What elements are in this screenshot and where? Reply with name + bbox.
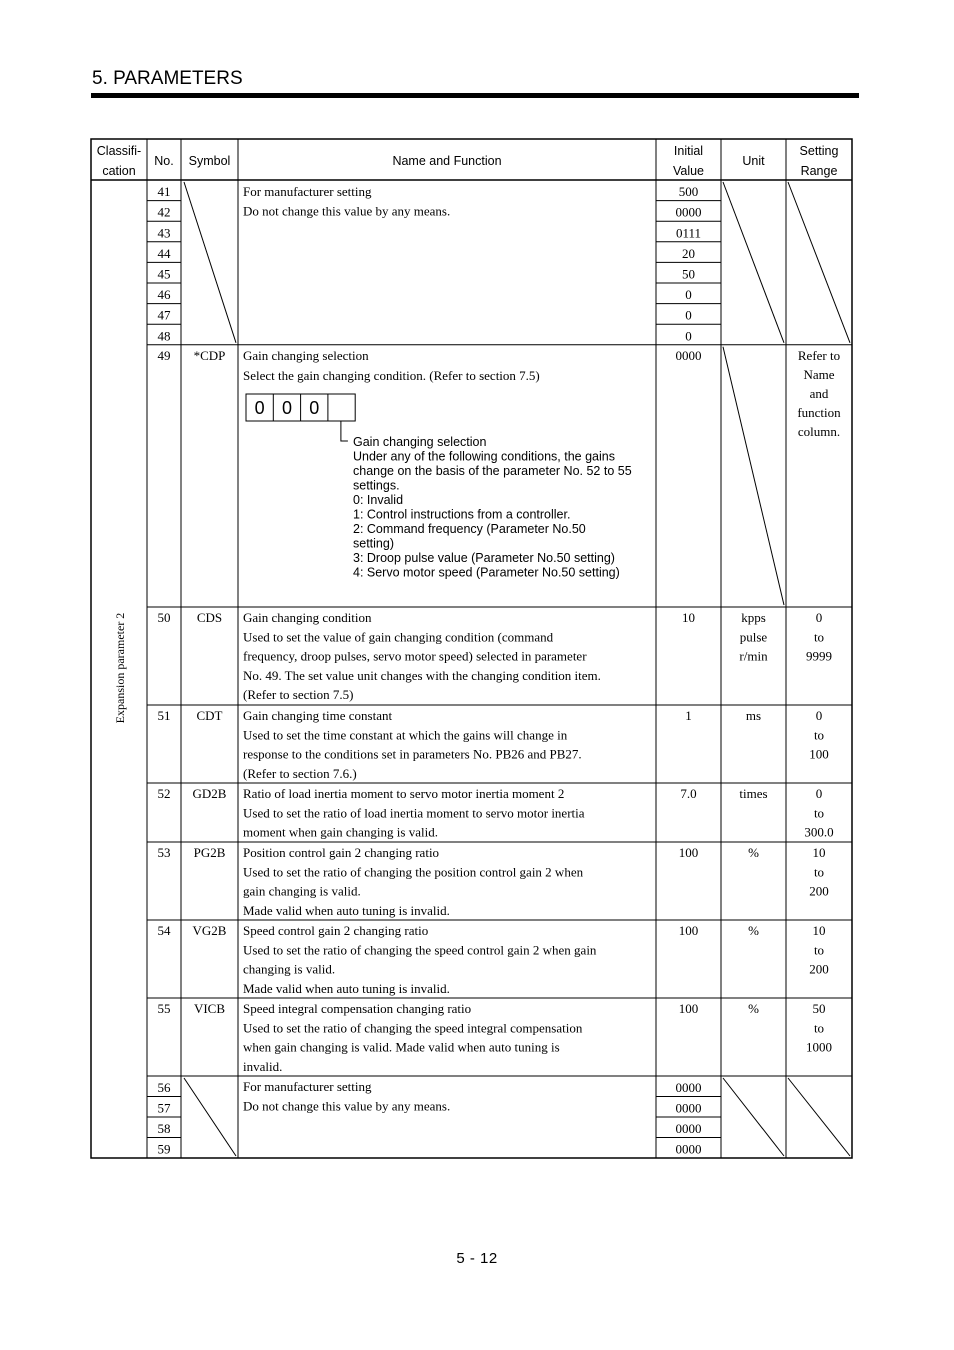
param-no: 44 bbox=[157, 245, 171, 261]
blank-cell-slash bbox=[184, 182, 236, 343]
blank-cell-slash bbox=[788, 182, 850, 343]
initial-value: 0 bbox=[685, 287, 692, 303]
name-function-text: gain changing is valid. bbox=[243, 883, 361, 899]
selection-leader-line bbox=[341, 421, 348, 441]
name-function-text: Used to set the ratio of load inertia moment to servo motor inertia bbox=[243, 805, 585, 821]
header-classification: cation bbox=[102, 164, 136, 178]
param-symbol: VG2B bbox=[192, 923, 227, 938]
blank-cell-slash bbox=[184, 1078, 236, 1156]
param-no: 59 bbox=[157, 1141, 171, 1157]
initial-value: 100 bbox=[678, 1001, 699, 1016]
unit-text: pulse bbox=[739, 629, 768, 645]
initial-value: 0 bbox=[685, 328, 692, 344]
param-symbol: CDS bbox=[196, 610, 223, 625]
header-initial-value: Initial bbox=[673, 144, 704, 158]
unit-text: kpps bbox=[741, 610, 766, 625]
section-title: 5. PARAMETERS bbox=[92, 68, 243, 89]
setting-range-text: 0 bbox=[815, 708, 823, 723]
name-function-text: For manufacturer setting bbox=[243, 184, 372, 199]
param-no: 49 bbox=[157, 348, 171, 363]
name-function-text: Gain changing selection bbox=[243, 348, 369, 363]
name-function-text: changing is valid. bbox=[243, 961, 336, 977]
selection-description: change on the basis of the parameter No. 52 to 55 bbox=[353, 464, 632, 478]
initial-value: 0000 bbox=[675, 1141, 702, 1157]
name-function-text: Used to set the value of gain changing condition (command bbox=[243, 629, 554, 645]
name-function-text: Gain changing time constant bbox=[243, 708, 393, 723]
name-function-text: No. 49. The set value unit changes with the changing condition item. bbox=[243, 667, 601, 683]
setting-range-text: to bbox=[813, 629, 825, 645]
setting-range-text: to bbox=[813, 727, 825, 743]
param-no: 53 bbox=[157, 845, 171, 860]
header-initial-value: Value bbox=[672, 164, 705, 178]
selection-description: 0: Invalid bbox=[353, 493, 404, 507]
page-number: 5 - 12 bbox=[456, 1250, 498, 1267]
name-function-text: Do not change this value by any means. bbox=[243, 1098, 451, 1114]
initial-value: 1 bbox=[685, 708, 692, 723]
setting-range-text: and bbox=[809, 386, 829, 401]
selection-description: 4: Servo motor speed (Parameter No.50 setting) bbox=[353, 565, 620, 580]
name-function-text: Used to set the ratio of changing the speed integral compensation bbox=[243, 1020, 583, 1036]
initial-value: 0111 bbox=[675, 225, 702, 241]
header-classification: Classifi- bbox=[96, 144, 142, 158]
param-no: 45 bbox=[157, 266, 171, 282]
setting-range-text: Refer to bbox=[797, 348, 841, 363]
setting-range-text: 0 bbox=[815, 786, 823, 801]
name-function-text: Used to set the ratio of changing the position control gain 2 when bbox=[243, 864, 584, 880]
blank-cell-slash bbox=[723, 347, 784, 605]
setting-range-text: 9999 bbox=[806, 648, 832, 664]
name-function-text: Used to set the ratio of changing the speed control gain 2 when gain bbox=[243, 942, 597, 958]
setting-range-text: 300.0 bbox=[804, 824, 834, 840]
initial-value: 0000 bbox=[675, 1080, 702, 1095]
name-function-text: Ratio of load inertia moment to servo motor inertia moment 2 bbox=[243, 786, 565, 801]
param-no: 48 bbox=[157, 328, 171, 344]
param-no: 50 bbox=[157, 610, 171, 625]
setting-range-text: function bbox=[797, 405, 841, 420]
param-no: 42 bbox=[157, 204, 171, 220]
setting-range-text: 0 bbox=[815, 610, 823, 625]
name-function-text: response to the conditions set in parameters No. PB26 and PB27. bbox=[243, 746, 582, 762]
name-function-text: Do not change this value by any means. bbox=[243, 203, 451, 219]
header-symbol: Symbol bbox=[188, 154, 231, 168]
param-no: 43 bbox=[157, 225, 171, 241]
param-no: 52 bbox=[157, 786, 171, 801]
setting-range-text: to bbox=[813, 864, 825, 880]
name-function-text: (Refer to section 7.6.) bbox=[243, 765, 357, 781]
initial-value: 7.0 bbox=[680, 786, 697, 801]
unit-text: r/min bbox=[739, 648, 768, 664]
header-name-function: Name and Function bbox=[392, 154, 502, 168]
param-no: 57 bbox=[157, 1100, 171, 1116]
name-function-text: invalid. bbox=[243, 1058, 283, 1074]
blank-cell-slash bbox=[788, 1078, 850, 1156]
param-symbol: PG2B bbox=[193, 845, 226, 860]
selection-description: 1: Control instructions from a controller. bbox=[353, 507, 571, 522]
param-symbol: CDT bbox=[196, 708, 223, 723]
name-function-text: when gain changing is valid. Made valid when auto tuning is bbox=[243, 1039, 560, 1055]
unit-text: % bbox=[748, 845, 759, 860]
setting-range-text: column. bbox=[797, 424, 841, 439]
param-symbol: *CDP bbox=[193, 348, 226, 363]
param-no: 41 bbox=[157, 184, 171, 200]
initial-value: 0000 bbox=[675, 1121, 702, 1136]
name-function-text: frequency, droop pulses, servo motor speed) selected in parameter bbox=[243, 648, 587, 664]
setting-range-text: 10 bbox=[812, 845, 826, 860]
setting-range-text: to bbox=[813, 805, 825, 821]
param-no: 58 bbox=[157, 1121, 171, 1136]
param-symbol: GD2B bbox=[192, 786, 227, 801]
setting-range-text: 200 bbox=[809, 961, 829, 977]
initial-value: 100 bbox=[678, 845, 699, 860]
name-function-text: Made valid when auto tuning is invalid. bbox=[243, 980, 450, 996]
setting-range-text: Name bbox=[803, 367, 835, 382]
unit-text: ms bbox=[745, 708, 762, 723]
selection-description: Gain changing selection bbox=[353, 435, 487, 449]
name-function-text: moment when gain changing is valid. bbox=[243, 824, 438, 840]
unit-text: % bbox=[748, 1001, 759, 1016]
header-no: No. bbox=[154, 154, 174, 168]
selection-description: Under any of the following conditions, the gains bbox=[353, 449, 615, 464]
header-setting-range: Range bbox=[800, 164, 838, 178]
name-function-text: Speed integral compensation changing ratio bbox=[243, 1001, 472, 1016]
selection-description: 3: Droop pulse value (Parameter No.50 setting) bbox=[353, 551, 615, 565]
initial-value: 100 bbox=[678, 923, 699, 938]
name-function-text: (Refer to section 7.5) bbox=[243, 687, 354, 703]
param-no: 51 bbox=[157, 708, 171, 723]
header-unit: Unit bbox=[742, 154, 765, 168]
unit-text: times bbox=[739, 786, 768, 801]
setting-range-text: 200 bbox=[809, 883, 829, 899]
name-function-text: Speed control gain 2 changing ratio bbox=[243, 923, 429, 938]
selection-description: 2: Command frequency (Parameter No.50 bbox=[353, 522, 586, 536]
param-no: 47 bbox=[157, 307, 171, 323]
unit-text: % bbox=[748, 923, 759, 938]
selection-description: settings. bbox=[353, 478, 400, 493]
classification-label: Expansion parameter 2 bbox=[113, 612, 127, 724]
name-function-text: Used to set the time constant at which the gains will change in bbox=[243, 727, 568, 743]
digit-value: 0 bbox=[254, 398, 265, 418]
name-function-text: Gain changing condition bbox=[243, 610, 372, 625]
header-setting-range: Setting bbox=[799, 144, 839, 158]
initial-value: 0000 bbox=[675, 204, 702, 220]
initial-value: 0 bbox=[685, 307, 692, 323]
blank-cell-slash bbox=[723, 182, 784, 343]
initial-value: 500 bbox=[678, 184, 699, 200]
initial-value: 0000 bbox=[675, 348, 702, 363]
digit-value: 0 bbox=[309, 398, 320, 418]
blank-cell-slash bbox=[723, 1078, 784, 1156]
initial-value: 10 bbox=[682, 610, 695, 625]
setting-range-text: 10 bbox=[812, 923, 826, 938]
param-no: 55 bbox=[157, 1001, 171, 1016]
param-no: 46 bbox=[157, 287, 171, 303]
setting-range-text: to bbox=[813, 942, 825, 958]
name-function-text: For manufacturer setting bbox=[243, 1079, 372, 1094]
setting-range-text: 1000 bbox=[806, 1039, 832, 1055]
setting-range-text: 100 bbox=[809, 746, 829, 762]
setting-range-text: 50 bbox=[812, 1001, 826, 1016]
name-function-text: Select the gain changing condition. (Refer to section 7.5) bbox=[243, 368, 540, 383]
name-function-text: Made valid when auto tuning is invalid. bbox=[243, 902, 450, 918]
param-symbol: VICB bbox=[193, 1001, 226, 1016]
param-no: 56 bbox=[157, 1080, 171, 1095]
digit-value: 0 bbox=[281, 398, 292, 418]
initial-value: 0000 bbox=[675, 1100, 702, 1116]
selection-description: setting) bbox=[353, 536, 394, 551]
setting-range-text: to bbox=[813, 1020, 825, 1036]
param-no: 54 bbox=[157, 923, 171, 938]
initial-value: 20 bbox=[682, 245, 695, 261]
name-function-text: Position control gain 2 changing ratio bbox=[243, 845, 440, 860]
initial-value: 50 bbox=[682, 266, 695, 282]
